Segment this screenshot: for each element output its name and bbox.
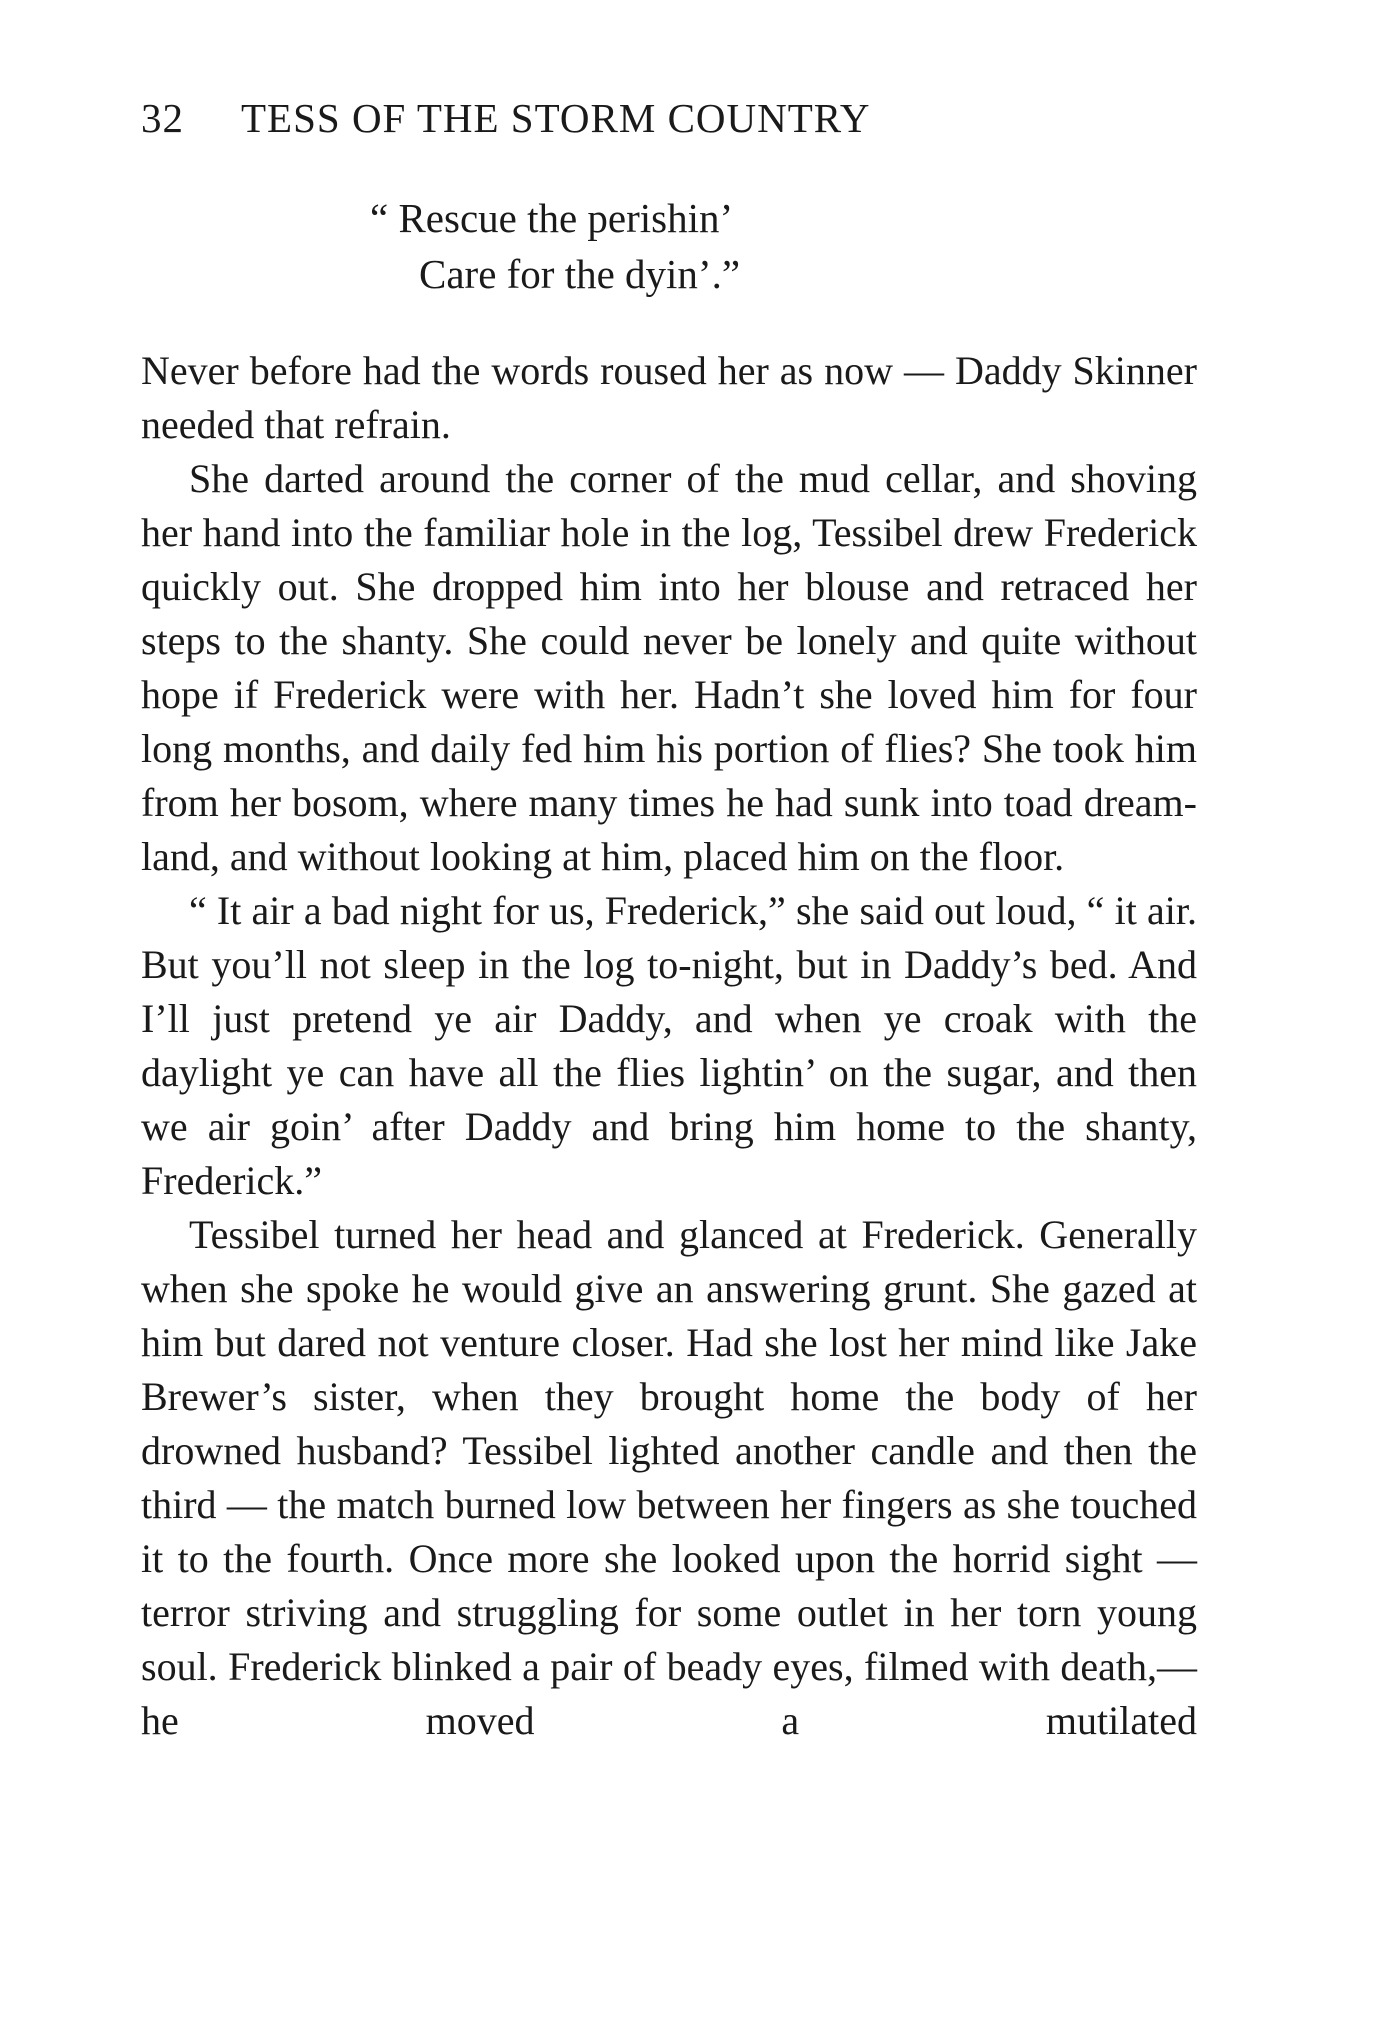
running-title: TESS OF THE STORM COUNTRY (241, 95, 871, 141)
paragraph-3: “ It air a bad night for us, Frederick,” she said out loud, “ it air. But you’ll not sleep in the log to-night, but in Daddy’s bed. And I’ll just pretend ye air Daddy, and when ye croak with the daylight ye can have all the flies lightin’ on the sugar, and then we air goin’ after Daddy and bring him home to the shanty, Frederick.” (141, 888, 1197, 1203)
paragraph-4: Tessibel turned her head and glanced at Frederick. Generally when she spoke he would give an answering grunt. She gazed at him but dared not venture closer. Had she lost her mind like Jake Brewer’s sister, when they brought home the body of her drowned husband? Tessibel lighted another candle and then the third — the match burned low between her fingers as she touched it to the fourth. Once more she looked upon the horrid sight — terror striving and struggling for some outlet in her torn young soul. Frederick blinked a pair of beady eyes, filmed with death,— he moved a mutilated (141, 1212, 1197, 1743)
verse-line-1: “ Rescue the perishin’ (370, 195, 734, 241)
paragraph-2: She darted around the corner of the mud cellar, and shoving her hand into the familiar hole in the log, Tessibel drew Frederick quickly out. She dropped him into her blouse and retraced her steps to the shanty. She could never be lonely and quite without hope if Frederick were with her. Hadn’t she loved him for four long months, and daily fed him his portion of flies? She took him from her bosom, where many times he had sunk into toad dream-land, and without looking at him, placed him on the floor. (141, 456, 1197, 879)
page-number: 32 (141, 95, 184, 141)
running-head (141, 88, 1201, 148)
body-text (141, 344, 1197, 1748)
verse-line-2: Care for the dyin’.” (419, 251, 741, 297)
hymn-verse (370, 190, 1070, 302)
paragraph-1: Never before had the words roused her as now — Daddy Skinner needed that refrain. (141, 348, 1197, 447)
